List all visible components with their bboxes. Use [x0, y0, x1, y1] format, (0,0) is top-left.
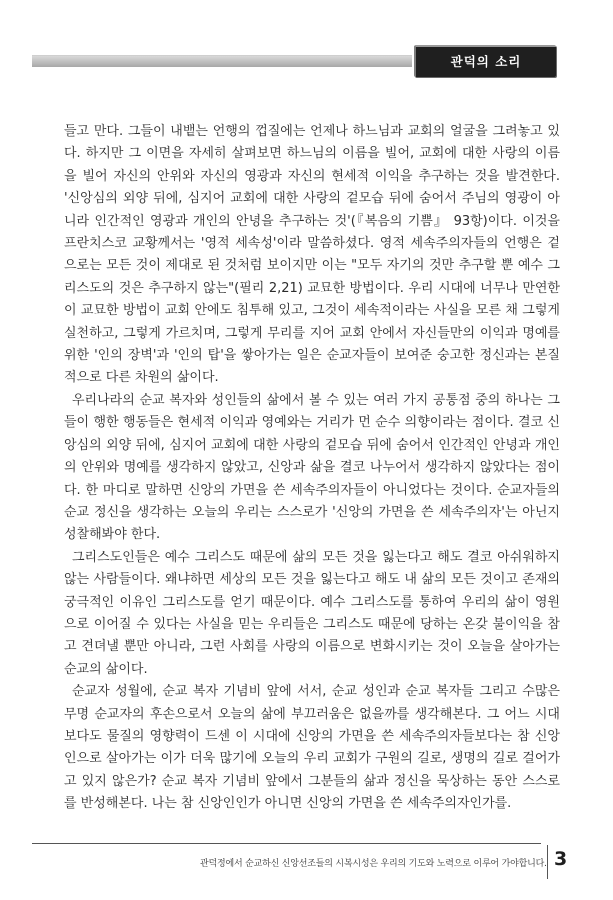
article-paragraph-3: 그리스도인들은 예수 그리스도 때문에 삶의 모든 것을 잃는다고 해도 결코 아쉬워하지 않는 사람들이다. 왜냐하면 세상의 모든 것을 잃는다고 해도 내 삶의 모든 것이고 존재의 궁극적인 이유인 그리스도를 얻기 때문이다. 예수 그리스도를 통하여 우리의 삶이 영원으로 이어질 수 있다는 사실을 믿는 우리들은 그리스도 때문에 당하는 온갖 불이익을 참고 견뎌낼 뿐만 아니라, 그런 사회를 사랑의 이름으로 변화시키는 것이 오늘을 살아가는 순교의 삶이다. [64, 549, 560, 677]
article-paragraph-2: 우리나라의 순교 복자와 성인들의 삶에서 볼 수 있는 여러 가지 공통점 중의 하나는 그들이 행한 행동들은 현세적 이익과 영예와는 거리가 먼 순수 의향이라는 점이다. 결코 신앙심의 외양 뒤에, 심지어 교회에 대한 사랑의 겉모습 뒤에 숨어서 인간적인 안녕과 개인의 안위와 명예를 생각하지 않았고, 신앙과 삶을 결코 나누어서 생각하지 않았다는 점이다. 한 마디로 말하면 신앙의 가면을 쓴 세속주의자들이 아니었다는 것이다. 순교자들의 순교 정신을 생각하는 오늘의 우리는 스스로가 '신앙의 가면을 쓴 세속주의자'는 아닌지 성찰해봐야 한다. [64, 392, 560, 543]
footer-divider [32, 843, 541, 844]
article-paragraph-1: 들고 만다. 그들이 내뱉는 언행의 껍질에는 언제나 하느님과 교회의 얼굴을 그려놓고 있다. 하지만 그 이면을 자세히 살펴보면 하느님의 이름을 빌어, 교회에 대한 사랑의 이름을 빌어 자신의 안위와 자신의 영광과 자신의 현세적 이익을 추구하는 것을 발견한다. '신앙심의 외양 뒤에, 심지어 교회에 대한 사랑의 겉모습 뒤에 숨어서 주님의 영광이 아니라 인간적인 영광과 개인의 안녕을 추구하는 것'(『복음의 기쁨』 93항)이다. 이것을 프란치스코 교황께서는 '영적 세속성'이라 말씀하셨다. 영적 세속주의자들의 언행은 겉으로는 모든 것이 제대로 된 것처럼 보이지만 이는 "모두 자기의 것만 추구할 뿐 예수 그리스도의 것은 추구하지 않는"(필리 2,21) 교묘한 방법이다. 우리 시대에 너무나 만연한 이 교묘한 방법이 교회 안에도 침투해 있고, 그것이 세속적이라는 사실을 모른 채 그렇게 실천하고, 그렇게 가르치며, 그렇게 무리를 지어 교회 안에서 자신들만의 이익과 명예를 위한 '인의 장벽'과 '인의 탑'을 쌓아가는 일은 순교자들이 보여준 숭고한 정신과는 본질적으로 다른 차원의 삶이다. [64, 124, 560, 386]
page-number: 3 [554, 848, 568, 870]
article-body [64, 121, 560, 816]
article-paragraph-4: 순교자 성월에, 순교 복자 기념비 앞에 서서, 순교 성인과 순교 복자들 그리고 수많은 무명 순교자의 후손으로서 오늘의 삶에 부끄러움은 없을까를 생각해본다. 그 어느 시대보다도 물질의 영향력이 드센 이 시대에 신앙의 가면을 쓴 세속주의자들보다는 참 신앙인으로 살아가는 이가 더욱 많기에 오늘의 우리 교회가 구원의 길로, 생명의 길로 걸어가고 있지 않은가? 순교 복자 기념비 앞에서 그분들의 삶과 정신을 묵상하는 동안 스스로를 반성해본다. 나는 참 신앙인인가 아니면 신앙의 가면을 쓴 세속주의자인가를. [64, 684, 560, 812]
footer-slogan: 관덕정에서 순교하신 신앙선조들의 시복시성은 우리의 기도와 노력으로 이루어 가야합니다. [200, 859, 547, 869]
section-title-badge: 관덕의 소리 [414, 45, 556, 77]
footer-vertical-divider [547, 845, 548, 879]
header-decorative-bar [32, 55, 412, 67]
